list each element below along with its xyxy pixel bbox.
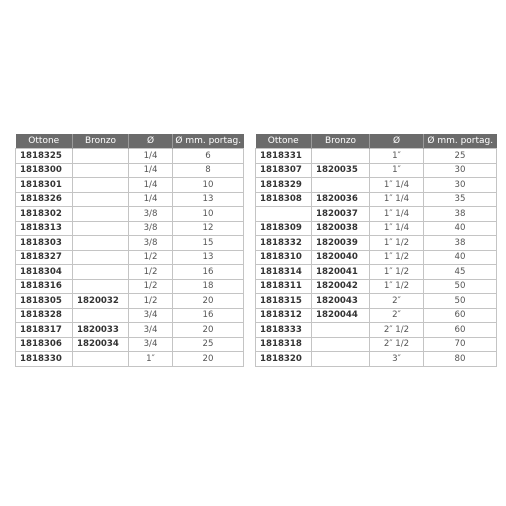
- table-body-left: [16, 149, 244, 367]
- cell-mm-portag: 40: [424, 250, 497, 265]
- header-mm-portag: Ø mm. portag.: [424, 134, 497, 149]
- cell-diameter: 1″ 1/2: [370, 265, 424, 280]
- cell-diameter: 1/4: [129, 178, 173, 193]
- cell-bronzo-code: [312, 352, 370, 367]
- table-row: [256, 265, 497, 280]
- cell-ottone-code: 1818303: [16, 236, 73, 251]
- cell-bronzo-code: 1820037: [312, 207, 370, 222]
- cell-mm-portag: 60: [424, 323, 497, 338]
- cell-ottone-code: [256, 207, 312, 222]
- cell-mm-portag: 25: [424, 149, 497, 164]
- cell-mm-portag: 13: [173, 250, 244, 265]
- product-table-right: [255, 134, 497, 367]
- cell-ottone-code: 1818312: [256, 308, 312, 323]
- cell-bronzo-code: 1820042: [312, 279, 370, 294]
- cell-bronzo-code: [73, 192, 129, 207]
- cell-diameter: 1/4: [129, 192, 173, 207]
- cell-diameter: 1/2: [129, 279, 173, 294]
- cell-diameter: 1″ 1/4: [370, 221, 424, 236]
- cell-ottone-code: 1818310: [256, 250, 312, 265]
- cell-ottone-code: 1818325: [16, 149, 73, 164]
- cell-mm-portag: 8: [173, 163, 244, 178]
- table-row: [16, 294, 244, 309]
- cell-diameter: 2″: [370, 308, 424, 323]
- cell-mm-portag: 80: [424, 352, 497, 367]
- cell-ottone-code: 1818302: [16, 207, 73, 222]
- cell-diameter: 2″: [370, 294, 424, 309]
- table-row: [256, 337, 497, 352]
- cell-diameter: 3/8: [129, 207, 173, 222]
- cell-mm-portag: 15: [173, 236, 244, 251]
- table-row: [16, 221, 244, 236]
- cell-mm-portag: 6: [173, 149, 244, 164]
- cell-bronzo-code: [73, 279, 129, 294]
- cell-diameter: 3/8: [129, 236, 173, 251]
- cell-diameter: 3/4: [129, 323, 173, 338]
- header-ottone: Ottone: [256, 134, 312, 149]
- cell-mm-portag: 10: [173, 207, 244, 222]
- cell-bronzo-code: [312, 323, 370, 338]
- table-row: [256, 279, 497, 294]
- cell-bronzo-code: [73, 308, 129, 323]
- cell-ottone-code: 1818308: [256, 192, 312, 207]
- table-row: [256, 178, 497, 193]
- cell-diameter: 1/4: [129, 163, 173, 178]
- cell-mm-portag: 38: [424, 207, 497, 222]
- cell-mm-portag: 16: [173, 308, 244, 323]
- cell-bronzo-code: [73, 352, 129, 367]
- cell-ottone-code: 1818313: [16, 221, 73, 236]
- table-row: [256, 294, 497, 309]
- cell-ottone-code: 1818327: [16, 250, 73, 265]
- table-row: [16, 308, 244, 323]
- cell-ottone-code: 1818318: [256, 337, 312, 352]
- table-row: [16, 149, 244, 164]
- cell-diameter: 1/2: [129, 265, 173, 280]
- cell-diameter: 1″ 1/4: [370, 178, 424, 193]
- cell-mm-portag: 10: [173, 178, 244, 193]
- cell-diameter: 1″ 1/2: [370, 279, 424, 294]
- cell-bronzo-code: 1820036: [312, 192, 370, 207]
- table-header-row: [256, 134, 497, 149]
- cell-bronzo-code: 1820034: [73, 337, 129, 352]
- cell-diameter: 2″ 1/2: [370, 337, 424, 352]
- table-row: [256, 250, 497, 265]
- cell-diameter: 1″: [370, 163, 424, 178]
- cell-ottone-code: 1818333: [256, 323, 312, 338]
- cell-mm-portag: 40: [424, 221, 497, 236]
- cell-bronzo-code: 1820039: [312, 236, 370, 251]
- cell-diameter: 1″ 1/4: [370, 192, 424, 207]
- header-diameter: Ø: [370, 134, 424, 149]
- cell-mm-portag: 16: [173, 265, 244, 280]
- cell-bronzo-code: [73, 236, 129, 251]
- cell-ottone-code: 1818329: [256, 178, 312, 193]
- table-row: [16, 323, 244, 338]
- cell-ottone-code: 1818309: [256, 221, 312, 236]
- table-row: [16, 192, 244, 207]
- cell-diameter: 1″: [370, 149, 424, 164]
- cell-bronzo-code: [73, 149, 129, 164]
- cell-bronzo-code: 1820038: [312, 221, 370, 236]
- table-row: [16, 337, 244, 352]
- cell-diameter: 1″ 1/2: [370, 250, 424, 265]
- table-row: [256, 163, 497, 178]
- cell-ottone-code: 1818301: [16, 178, 73, 193]
- cell-ottone-code: 1818314: [256, 265, 312, 280]
- header-mm-portag: Ø mm. portag.: [173, 134, 244, 149]
- header-bronzo: Bronzo: [312, 134, 370, 149]
- cell-bronzo-code: 1820035: [312, 163, 370, 178]
- cell-mm-portag: 18: [173, 279, 244, 294]
- cell-ottone-code: 1818330: [16, 352, 73, 367]
- cell-bronzo-code: 1820043: [312, 294, 370, 309]
- table-header-row: [16, 134, 244, 149]
- product-table-left: [15, 134, 244, 367]
- cell-mm-portag: 20: [173, 352, 244, 367]
- table-row: [16, 236, 244, 251]
- cell-mm-portag: 20: [173, 323, 244, 338]
- table-row: [256, 236, 497, 251]
- cell-diameter: 2″ 1/2: [370, 323, 424, 338]
- cell-bronzo-code: 1820033: [73, 323, 129, 338]
- header-bronzo: Bronzo: [73, 134, 129, 149]
- table-row: [256, 221, 497, 236]
- cell-mm-portag: 30: [424, 178, 497, 193]
- cell-mm-portag: 45: [424, 265, 497, 280]
- cell-diameter: 3/8: [129, 221, 173, 236]
- header-diameter: Ø: [129, 134, 173, 149]
- table-row: [256, 352, 497, 367]
- table-row: [256, 149, 497, 164]
- cell-bronzo-code: 1820040: [312, 250, 370, 265]
- table-row: [256, 308, 497, 323]
- header-ottone: Ottone: [16, 134, 73, 149]
- cell-bronzo-code: [312, 149, 370, 164]
- cell-ottone-code: 1818300: [16, 163, 73, 178]
- cell-bronzo-code: [73, 207, 129, 222]
- cell-mm-portag: 25: [173, 337, 244, 352]
- table-row: [16, 279, 244, 294]
- cell-ottone-code: 1818328: [16, 308, 73, 323]
- table-row: [256, 192, 497, 207]
- table-row: [16, 178, 244, 193]
- cell-ottone-code: 1818317: [16, 323, 73, 338]
- table-row: [16, 207, 244, 222]
- cell-ottone-code: 1818316: [16, 279, 73, 294]
- cell-diameter: 3/4: [129, 337, 173, 352]
- table-row: [256, 207, 497, 222]
- cell-ottone-code: 1818326: [16, 192, 73, 207]
- cell-mm-portag: 12: [173, 221, 244, 236]
- cell-mm-portag: 60: [424, 308, 497, 323]
- cell-diameter: 3″: [370, 352, 424, 367]
- cell-diameter: 1/4: [129, 149, 173, 164]
- cell-bronzo-code: [73, 178, 129, 193]
- cell-bronzo-code: [73, 250, 129, 265]
- cell-mm-portag: 20: [173, 294, 244, 309]
- table-row: [16, 265, 244, 280]
- cell-mm-portag: 38: [424, 236, 497, 251]
- table-row: [16, 352, 244, 367]
- cell-bronzo-code: 1820044: [312, 308, 370, 323]
- cell-bronzo-code: [73, 163, 129, 178]
- cell-ottone-code: 1818305: [16, 294, 73, 309]
- cell-mm-portag: 35: [424, 192, 497, 207]
- cell-mm-portag: 30: [424, 163, 497, 178]
- cell-mm-portag: 13: [173, 192, 244, 207]
- cell-diameter: 1/2: [129, 250, 173, 265]
- cell-diameter: 1/2: [129, 294, 173, 309]
- cell-bronzo-code: 1820041: [312, 265, 370, 280]
- table-body-right: [256, 149, 497, 367]
- cell-ottone-code: 1818304: [16, 265, 73, 280]
- cell-bronzo-code: 1820032: [73, 294, 129, 309]
- cell-diameter: 1″ 1/2: [370, 236, 424, 251]
- cell-mm-portag: 50: [424, 279, 497, 294]
- cell-diameter: 1″ 1/4: [370, 207, 424, 222]
- cell-ottone-code: 1818306: [16, 337, 73, 352]
- cell-diameter: 1″: [129, 352, 173, 367]
- cell-ottone-code: 1818331: [256, 149, 312, 164]
- cell-diameter: 3/4: [129, 308, 173, 323]
- table-row: [256, 323, 497, 338]
- cell-bronzo-code: [312, 337, 370, 352]
- cell-ottone-code: 1818332: [256, 236, 312, 251]
- cell-bronzo-code: [312, 178, 370, 193]
- cell-mm-portag: 50: [424, 294, 497, 309]
- table-row: [16, 163, 244, 178]
- cell-bronzo-code: [73, 265, 129, 280]
- cell-ottone-code: 1818307: [256, 163, 312, 178]
- cell-mm-portag: 70: [424, 337, 497, 352]
- cell-ottone-code: 1818315: [256, 294, 312, 309]
- table-row: [16, 250, 244, 265]
- cell-ottone-code: 1818320: [256, 352, 312, 367]
- cell-ottone-code: 1818311: [256, 279, 312, 294]
- cell-bronzo-code: [73, 221, 129, 236]
